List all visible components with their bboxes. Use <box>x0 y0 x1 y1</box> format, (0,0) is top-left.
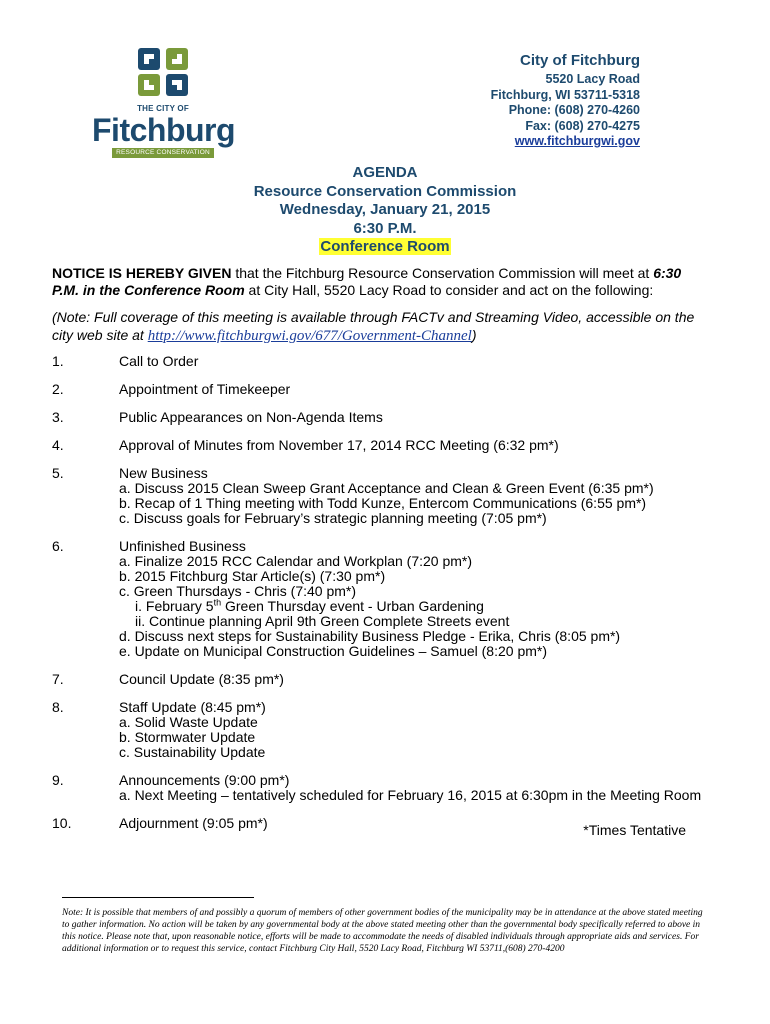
contact-address2: Fitchburg, WI 53711-5318 <box>490 87 640 102</box>
sub-item: b. Recap of 1 Thing meeting with Todd Kunze, Entercom Communications (6:55 pm*) <box>119 495 647 511</box>
agenda-item <box>52 354 712 369</box>
item-title: Call to Order <box>119 353 199 369</box>
government-channel-link[interactable]: http://www.fitchburgwi.gov/677/Government-Channel <box>147 327 472 344</box>
item-number: 2. <box>52 381 64 397</box>
sub-sub-item-pre: i. February 5 <box>135 598 214 614</box>
item-title: New Business <box>119 465 208 481</box>
agenda-items <box>52 354 712 844</box>
footnote: Note: It is possible that members of and possibly a quorum of members of other government bodies of the municipality may be in attendance at the above stated meeting to gather information. No action will be taken by any governmental body at the above stated meeting other than the governmental body specifically referred to above in this notice. Please note that, upon reasonable notice, efforts will be made to accommodate the needs of disabled individuals through appropriate aids and services. For additional information or to request this service, contact Fitchburg City Hall, 5520 Lacy Road, Fitchburg WI 53711,(608) 270-4200 <box>62 908 703 954</box>
item-number: 6. <box>52 538 64 554</box>
sub-item: a. Solid Waste Update <box>119 714 258 730</box>
contact-block <box>491 52 640 150</box>
coverage-note <box>52 309 702 345</box>
logo-the-city-of: THE CITY OF <box>137 104 189 113</box>
sub-item: a. Finalize 2015 RCC Calendar and Workplan (7:20 pm*) <box>119 553 473 569</box>
logo-band: RESOURCE CONSERVATION <box>112 148 214 158</box>
agenda-item <box>52 672 712 687</box>
item-number: 9. <box>52 772 64 788</box>
sub-item: e. Update on Municipal Construction Guidelines – Samuel (8:20 pm*) <box>119 643 548 659</box>
logo-wordmark: Fitchburg <box>92 112 236 148</box>
notice-text1: that the Fitchburg Resource Conservation Commission will meet at <box>231 265 654 281</box>
contact-city: City of Fitchburg <box>520 52 640 69</box>
sub-sub-item-post: Green Thursday event - Urban Gardening <box>221 598 484 614</box>
agenda-item <box>52 773 712 803</box>
sub-item: b. 2015 Fitchburg Star Article(s) (7:30 pm*) <box>119 568 386 584</box>
agenda-item <box>52 438 712 453</box>
note-close: ) <box>471 326 477 343</box>
agenda-item <box>52 382 712 397</box>
meeting-room-text: Conference Room <box>320 238 450 255</box>
item-number: 10. <box>52 815 72 831</box>
agenda-header <box>0 164 770 257</box>
item-number: 4. <box>52 437 64 453</box>
contact-website-link[interactable]: www.fitchburgwi.gov <box>514 134 640 148</box>
item-title: Public Appearances on Non-Agenda Items <box>119 409 383 425</box>
item-number: 8. <box>52 699 64 715</box>
agenda-title: AGENDA <box>352 164 418 181</box>
sub-item: b. Stormwater Update <box>119 729 256 745</box>
item-title: Staff Update (8:45 pm*) <box>119 699 266 715</box>
meeting-room <box>0 238 770 257</box>
contact-address1: 5520 Lacy Road <box>545 72 640 86</box>
sub-item: d. Discuss next steps for Sustainability Business Pledge - Erika, Chris (8:05 pm*) <box>119 628 621 644</box>
sub-item: a. Next Meeting – tentatively scheduled for February 16, 2015 at 6:30pm in the Meeting Room <box>119 787 702 803</box>
commission-name: Resource Conservation Commission <box>253 182 517 200</box>
agenda-item <box>52 539 712 659</box>
sub-item: c. Discuss goals for February’s strategic planning meeting (7:05 pm*) <box>119 510 547 526</box>
notice-text2: at City Hall, 5520 Lacy Road to consider and act on the following: <box>244 282 654 298</box>
item-number: 5. <box>52 465 64 481</box>
agenda-item <box>52 700 712 760</box>
item-title: Unfinished Business <box>119 538 246 554</box>
notice-emphasis: 6:30 P.M. in the Conference Room <box>52 265 682 298</box>
sub-item: c. Green Thursdays - Chris (7:40 pm*) <box>119 583 357 599</box>
item-number: 7. <box>52 671 64 687</box>
notice-paragraph <box>52 265 702 299</box>
times-tentative: *Times Tentative <box>583 822 686 838</box>
note-open: (Note: Full coverage of this meeting is available through FACTv and Streaming Video, accessible on the city web site at <box>52 309 695 343</box>
meeting-date: Wednesday, January 21, 2015 <box>279 201 491 218</box>
sub-sub-item: ii. Continue planning April 9th Green Complete Streets event <box>135 613 510 629</box>
logo-squares-icon <box>92 44 234 104</box>
sub-item: a. Discuss 2015 Clean Sweep Grant Acceptance and Clean & Green Event (6:35 pm*) <box>119 480 654 496</box>
contact-fax: Fax: (608) 270-4275 <box>525 118 640 133</box>
meeting-time: 6:30 P.M. <box>353 219 417 237</box>
agenda-item <box>52 466 712 526</box>
item-title: Council Update (8:35 pm*) <box>119 671 284 687</box>
agenda-item <box>52 410 712 425</box>
fitchburg-logo <box>92 44 234 158</box>
item-title: Announcements (9:00 pm*) <box>119 772 290 788</box>
sub-sub-item <box>119 599 712 614</box>
item-title: Approval of Minutes from November 17, 2014 RCC Meeting (6:32 pm*) <box>119 437 559 453</box>
footnote-divider <box>62 897 254 898</box>
item-title: Adjournment (9:05 pm*) <box>119 815 268 831</box>
ordinal-suffix: th <box>213 597 222 608</box>
notice-lead: NOTICE IS HEREBY GIVEN <box>52 265 232 281</box>
item-number: 3. <box>52 409 64 425</box>
sub-item: c. Sustainability Update <box>119 744 266 760</box>
item-title: Appointment of Timekeeper <box>119 381 291 397</box>
contact-phone: Phone: (608) 270-4260 <box>508 103 640 117</box>
item-number: 1. <box>52 353 64 369</box>
